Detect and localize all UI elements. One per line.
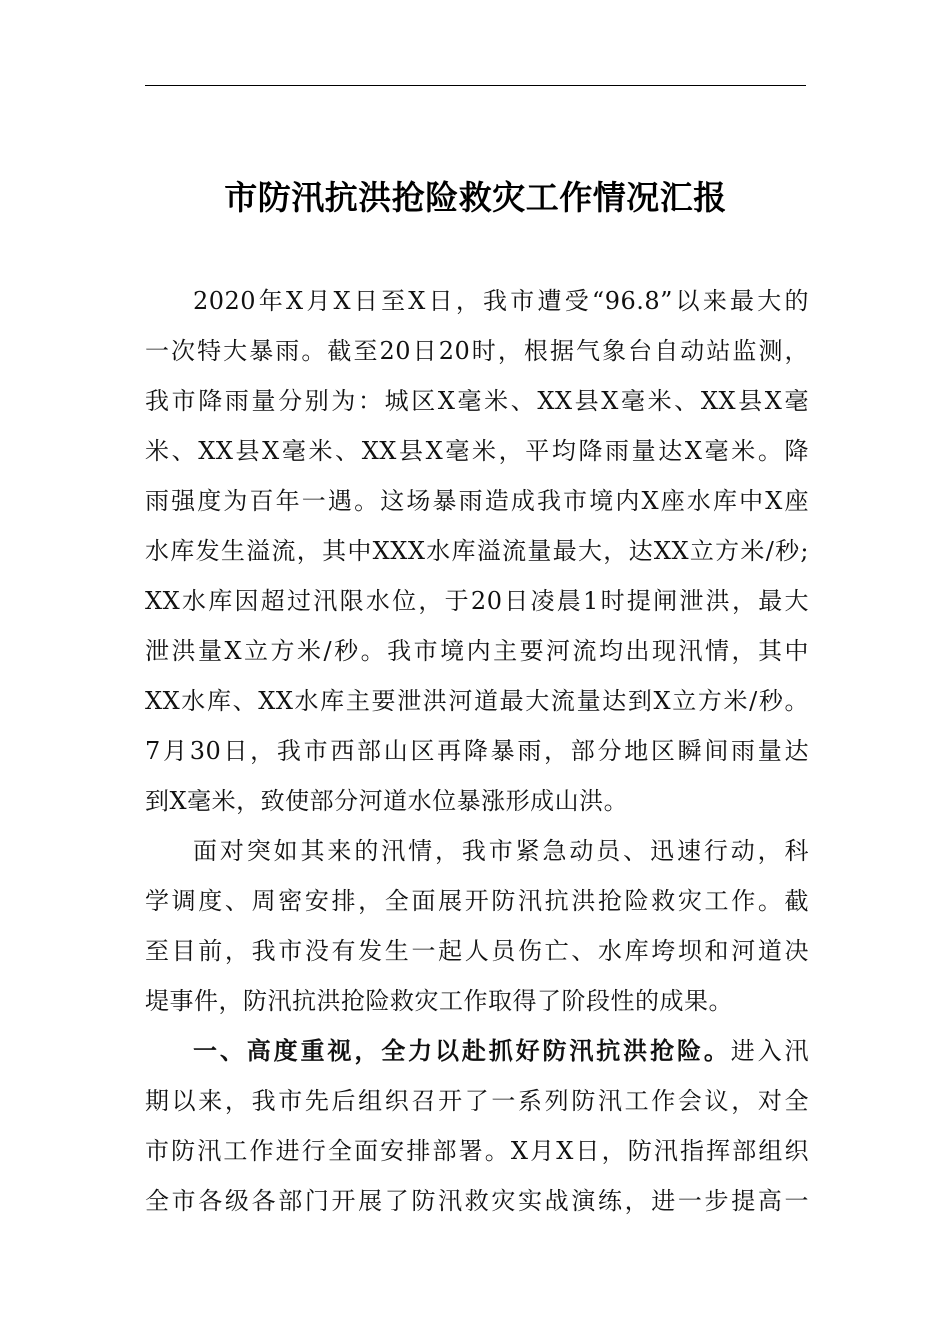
text-line: 2020年X月X日至X日，我市遭受“96.8”以来最大的 bbox=[193, 287, 809, 315]
text-line: 水库发生溢流，其中XXX水库溢流量最大，达XX立方米/秒; bbox=[145, 537, 809, 565]
text-line: 面对突如其来的汛情，我市紧急动员、迅速行动，科 bbox=[193, 837, 809, 865]
document-title: 市防汛抗洪抢险救灾工作情况汇报 bbox=[224, 178, 727, 217]
document-body bbox=[145, 276, 809, 1226]
text-line: 一次特大暴雨。截至20日20时，根据气象台自动站监测， bbox=[145, 337, 809, 365]
text-line: 市防汛工作进行全面安排部署。X月X日，防汛指挥部组织 bbox=[145, 1137, 809, 1165]
text-line: 至目前，我市没有发生一起人员伤亡、水库垮坝和河道决 bbox=[145, 937, 809, 965]
text-line: 泄洪量X立方米/秒。我市境内主要河流均出现汛情，其中 bbox=[145, 637, 809, 665]
text-line: 雨强度为百年一遇。这场暴雨造成我市境内X座水库中X座 bbox=[145, 487, 809, 515]
paragraph-2 bbox=[145, 826, 809, 1026]
text-line: 到X毫米，致使部分河道水位暴涨形成山洪。 bbox=[145, 787, 629, 815]
text-line: XX水库因超过汛限水位，于20日凌晨1时提闸泄洪，最大 bbox=[145, 587, 809, 615]
text-line: XX水库、XX水库主要泄洪河道最大流量达到X立方米/秒。 bbox=[145, 687, 809, 715]
section-heading-continuation: 进入汛 bbox=[730, 1037, 809, 1065]
text-line bbox=[145, 1026, 809, 1076]
text-line: 期以来，我市先后组织召开了一系列防汛工作会议，对全 bbox=[145, 1087, 809, 1115]
paragraph-3 bbox=[145, 1026, 809, 1226]
text-line: 学调度、周密安排，全面展开防汛抗洪抢险救灾工作。截 bbox=[145, 887, 809, 915]
text-line: 米、XX县X毫米、XX县X毫米，平均降雨量达X毫米。降 bbox=[145, 437, 809, 465]
text-line: 我市降雨量分别为：城区X毫米、XX县X毫米、XX县X毫 bbox=[145, 387, 809, 415]
text-line: 7月30日，我市西部山区再降暴雨，部分地区瞬间雨量达 bbox=[145, 737, 809, 765]
text-line: 全市各级各部门开展了防汛救灾实战演练，进一步提高一 bbox=[145, 1187, 809, 1215]
header-rule bbox=[145, 85, 806, 86]
paragraph-1 bbox=[145, 276, 809, 826]
section-heading: 一、高度重视，全力以赴抓好防汛抗洪抢险。 bbox=[193, 1037, 731, 1065]
text-line: 堤事件，防汛抗洪抢险救灾工作取得了阶段性的成果。 bbox=[145, 987, 733, 1015]
